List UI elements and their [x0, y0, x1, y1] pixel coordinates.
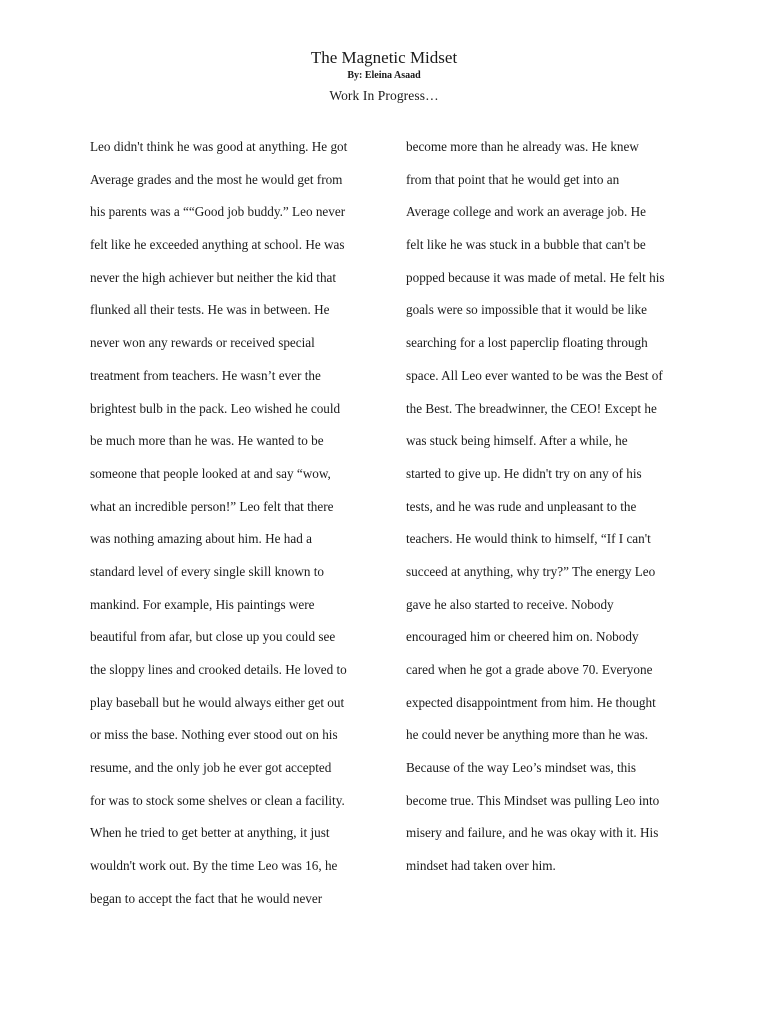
text-line: Leo didn't think he was good at anything. He got — [90, 139, 348, 154]
text-line: teachers. He would think to himself, “If I can't — [406, 531, 651, 547]
text-line: flunked all their tests. He was in between. He — [90, 302, 330, 318]
text-line: never won any rewards or received special — [90, 335, 315, 351]
text-line: wouldn't work out. By the time Leo was 16, he — [90, 858, 338, 874]
text-line: goals were so impossible that it would be like — [406, 302, 648, 318]
text-line: beautiful from afar, but close up you could see — [90, 629, 336, 645]
text-line: never the high achiever but neither the kid that — [90, 269, 337, 285]
text-line: what an incredible person!” Leo felt that there — [90, 498, 334, 514]
right-text-column — [406, 131, 696, 883]
text-line: mankind. For example, His paintings were — [90, 596, 315, 612]
text-line: become more than he already was. He knew — [406, 139, 639, 154]
text-line: or miss the base. Nothing ever stood out on his — [90, 727, 338, 743]
text-line: for was to stock some shelves or clean a facility. — [90, 792, 345, 808]
text-line: searching for a lost paperclip floating through — [406, 335, 648, 351]
text-line: gave he also started to receive. Nobody — [406, 596, 614, 612]
document-byline: By: Eleina Asaad — [347, 70, 421, 81]
text-line: started to give up. He didn't try on any of his — [406, 465, 642, 481]
text-line: felt like he exceeded anything at school. He was — [90, 237, 345, 253]
text-line: felt like he was stuck in a bubble that can't be — [406, 237, 646, 253]
text-line: expected disappointment from him. He thought — [406, 694, 656, 710]
text-line: brightest bulb in the pack. Leo wished he could — [90, 400, 341, 416]
text-line: space. All Leo ever wanted to be was the Best of — [406, 367, 663, 383]
text-line: Average grades and the most he would get from — [90, 171, 343, 187]
text-line: his parents was a ““Good job buddy.” Leo never — [90, 204, 346, 220]
text-line: from that point that he would get into an — [406, 171, 620, 187]
text-line: play baseball but he would always either get out — [90, 694, 345, 710]
text-line: was stuck being himself. After a while, he — [406, 433, 628, 449]
document-subtitle: Work In Progress… — [329, 88, 439, 103]
text-line: the sloppy lines and crooked details. He loved to — [90, 662, 347, 677]
text-line: resume, and the only job he ever got accepted — [90, 760, 332, 776]
text-line: succeed at anything, why try?” The energy Leo — [406, 563, 656, 579]
text-line: misery and failure, and he was okay with it. His — [406, 825, 659, 841]
text-line: become true. This Mindset was pulling Leo into — [406, 792, 660, 808]
text-line: was nothing amazing about him. He had a — [90, 531, 312, 547]
left-text-column — [90, 131, 380, 916]
text-line: the Best. The breadwinner, the CEO! Except he — [406, 400, 657, 416]
text-line: standard level of every single skill known to — [90, 563, 325, 579]
text-line: someone that people looked at and say “wow, — [90, 465, 331, 481]
text-line: popped because it was made of metal. He felt his — [406, 269, 665, 285]
text-line: When he tried to get better at anything, it just — [90, 825, 330, 841]
text-line: mindset had taken over him. — [406, 858, 556, 874]
text-line: Because of the way Leo’s mindset was, this — [406, 760, 636, 776]
document-title: The Magnetic Midset — [310, 48, 458, 67]
text-line: Average college and work an average job. He — [406, 204, 646, 220]
text-line: cared when he got a grade above 70. Everyone — [406, 662, 653, 677]
text-line: encouraged him or cheered him on. Nobody — [406, 629, 639, 645]
text-line: be much more than he was. He wanted to be — [90, 433, 324, 449]
text-line: treatment from teachers. He wasn’t ever the — [90, 367, 321, 383]
text-line: he could never be anything more than he was. — [406, 727, 649, 743]
text-line: began to accept the fact that he would never — [90, 890, 323, 906]
text-line: tests, and he was rude and unpleasant to the — [406, 498, 637, 514]
